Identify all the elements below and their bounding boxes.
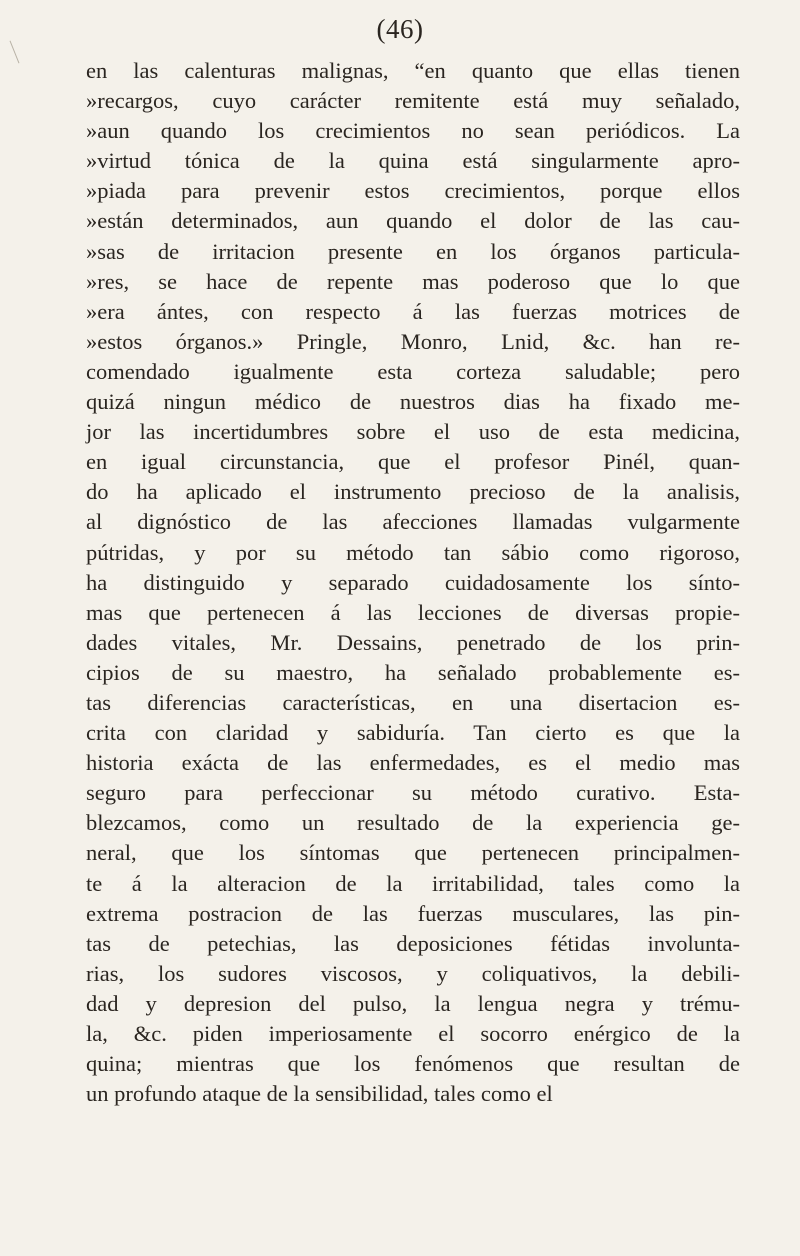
text-line: en igual circunstancia, que el profesor Pinél, quan- <box>86 449 740 475</box>
text-line: jor las incertidumbres sobre el uso de esta medicina, <box>86 419 740 445</box>
text-line: extrema postracion de las fuerzas musculares, las pin- <box>86 900 740 926</box>
text-line: al dignóstico de las afecciones llamadas vulgarmente <box>86 509 740 535</box>
text-line: »res, se hace de repente mas poderoso que lo que <box>86 268 740 294</box>
text-line: »recargos, cuyo carácter remitente está muy señalado, <box>86 88 740 114</box>
text-line: neral, que los síntomas que pertenecen principalmen- <box>86 840 740 866</box>
text-line: quina; mientras que los fenómenos que resultan de <box>86 1051 740 1077</box>
body-text <box>86 56 740 1109</box>
text-line: seguro para perfeccionar su método curativo. Esta- <box>86 780 740 806</box>
text-line: do ha aplicado el instrumento precioso de la analisis, <box>86 479 740 505</box>
text-line: »era ántes, con respecto á las fuerzas motrices de <box>86 298 740 324</box>
text-line: comendado igualmente esta corteza saludable; pero <box>86 358 740 384</box>
text-line: blezcamos, como un resultado de la experiencia ge- <box>86 810 740 836</box>
text-line: tas diferencias características, en una disertacion es- <box>86 689 740 715</box>
text-line: rias, los sudores viscosos, y coliquativos, la debili- <box>86 960 740 986</box>
text-line: »aun quando los crecimientos no sean periódicos. La <box>86 118 740 144</box>
text-line: mas que pertenecen á las lecciones de diversas propie- <box>86 599 740 625</box>
text-line: cipios de su maestro, ha señalado probablemente es- <box>86 659 740 685</box>
page-number: (46) <box>376 14 424 44</box>
text-line: »están determinados, aun quando el dolor de las cau- <box>86 208 740 234</box>
text-line: pútridas, y por su método tan sábio como rigoroso, <box>86 539 740 565</box>
text-line: dades vitales, Mr. Dessains, penetrado de los prin- <box>86 629 740 655</box>
text-line: crita con claridad y sabiduría. Tan cierto es que la <box>86 720 740 746</box>
text-line: quizá ningun médico de nuestros dias ha fixado me- <box>86 389 740 415</box>
text-line: un profundo ataque de la sensibilidad, tales como el <box>86 1081 553 1107</box>
text-line: en las calenturas malignas, “en quanto que ellas tienen <box>86 58 740 83</box>
text-line: tas de petechias, las deposiciones fétidas involunta- <box>86 930 740 956</box>
text-line: »piada para prevenir estos crecimientos, porque ellos <box>86 178 740 204</box>
text-line: »sas de irritacion presente en los órganos particula- <box>86 238 740 264</box>
text-line: te á la alteracion de la irritabilidad, tales como la <box>86 870 740 896</box>
text-line: »estos órganos.» Pringle, Monro, Lnid, &c. han re- <box>86 328 740 354</box>
text-line: »virtud tónica de la quina está singularmente apro- <box>86 148 740 174</box>
text-line: historia exácta de las enfermedades, es el medio mas <box>86 750 740 776</box>
text-line: la, &c. piden imperiosamente el socorro enérgico de la <box>86 1021 740 1046</box>
text-line: dad y depresion del pulso, la lengua negra y trému- <box>86 990 740 1016</box>
text-line: ha distinguido y separado cuidadosamente los sínto- <box>86 569 740 595</box>
